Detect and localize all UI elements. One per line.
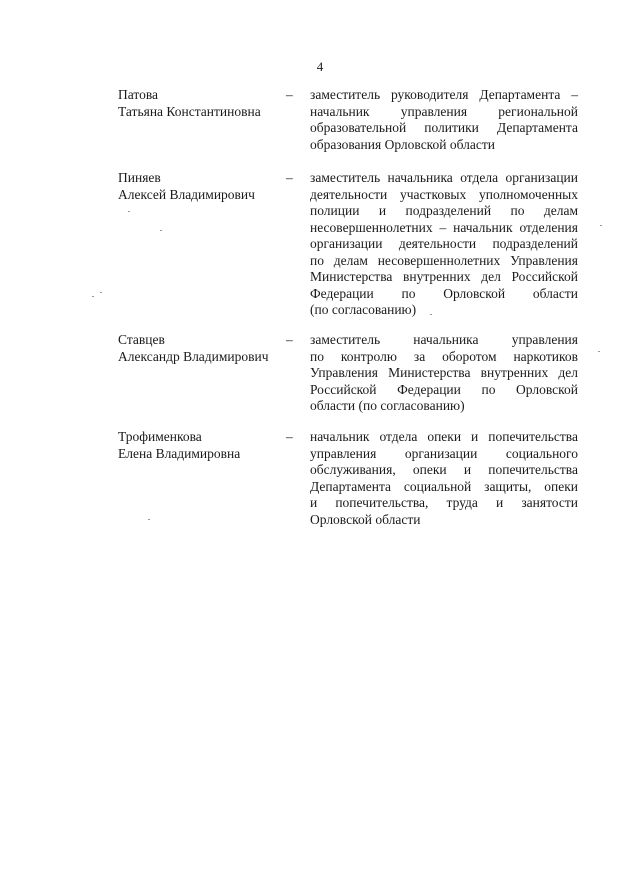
separator-dash: – <box>286 87 293 102</box>
separator-dash: – <box>286 332 293 347</box>
member-position <box>310 87 578 153</box>
member-given-names: Елена Владимировна <box>118 445 241 461</box>
position-line: несовершеннолетних – начальник отделения <box>310 219 578 235</box>
position-line: управления организации социального <box>310 445 578 461</box>
position-line: деятельности участковых уполномоченных <box>310 186 578 202</box>
member-position <box>310 332 578 415</box>
member-position <box>310 429 578 528</box>
member-surname: Пиняев <box>118 170 161 185</box>
position-line: обслуживания, опеки и попечительства <box>310 462 578 477</box>
position-line: заместитель начальника управления <box>310 332 578 347</box>
position-line: образования Орловской области <box>310 136 496 152</box>
member-name <box>118 332 283 365</box>
member-surname: Трофименкова <box>118 429 202 444</box>
member-given-names: Александр Владимирович <box>118 348 269 364</box>
member-given-names: Алексей Владимирович <box>118 186 255 202</box>
position-line: начальник управления региональной <box>310 103 578 119</box>
position-line: Федерации по Орловской области <box>310 285 578 301</box>
separator-dash: – <box>286 170 293 185</box>
scan-speck <box>600 225 602 226</box>
member-surname: Ставцев <box>118 332 165 347</box>
position-line: заместитель руководителя Департамента – <box>310 87 578 102</box>
position-line: Орловской области <box>310 511 421 527</box>
member-name <box>118 87 283 120</box>
member-name <box>118 170 283 203</box>
scan-speck <box>598 351 600 352</box>
position-line: образовательной политики Департамента <box>310 120 578 135</box>
position-line: заместитель начальника отдела организации <box>310 170 578 185</box>
position-line: по делам несовершеннолетних Управления <box>310 252 578 268</box>
scan-speck <box>100 292 102 293</box>
member-surname: Патова <box>118 87 159 102</box>
position-line: и попечительства, труда и занятости <box>310 495 578 510</box>
member-given-names: Татьяна Константиновна <box>118 103 261 119</box>
position-line: полиции и подразделений по делам <box>310 203 578 218</box>
position-line: начальник отдела опеки и попечительства <box>310 429 578 444</box>
position-line: области (по согласованию) <box>310 398 465 413</box>
page-number: 4 <box>316 59 324 74</box>
scan-speck <box>92 296 94 297</box>
scan-speck <box>160 230 162 231</box>
position-line: Российской Федерации по Орловской <box>310 381 578 397</box>
scan-speck <box>148 519 150 520</box>
position-line: (по согласованию) <box>310 302 417 317</box>
member-position <box>310 170 578 319</box>
position-line: Управления Министерства внутренних дел <box>310 365 578 380</box>
scan-speck <box>430 314 432 315</box>
position-line: по контролю за оборотом наркотиков <box>310 348 578 364</box>
position-line: Министерства внутренних дел Российской <box>310 269 578 284</box>
position-line: Департамента социальной защиты, опеки <box>310 478 578 494</box>
member-name <box>118 429 283 462</box>
separator-dash: – <box>286 429 293 444</box>
position-line: организации деятельности подразделений <box>310 236 578 251</box>
scan-speck <box>128 211 130 212</box>
